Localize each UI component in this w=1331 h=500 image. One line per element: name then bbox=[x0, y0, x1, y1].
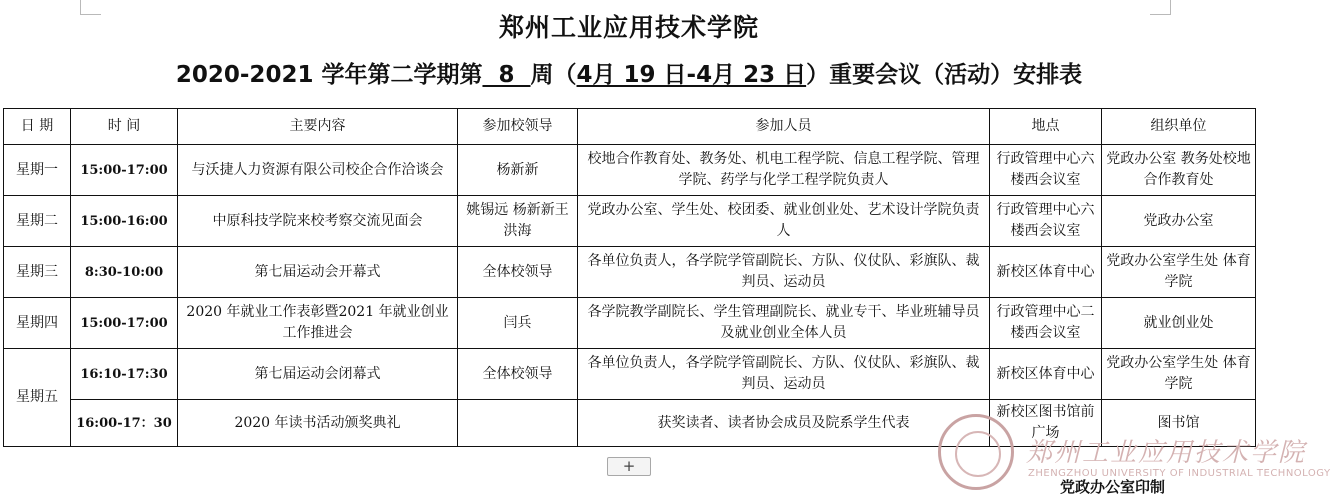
organizer-cell: 图书馆 bbox=[1102, 400, 1256, 447]
table-row bbox=[4, 145, 1256, 196]
day-cell: 星期一 bbox=[4, 145, 71, 196]
document-title: 郑州工业应用技术学院 bbox=[498, 13, 759, 42]
table-row bbox=[4, 247, 1256, 298]
table-row bbox=[4, 349, 1256, 400]
leader-cell: 闫兵 bbox=[458, 298, 578, 349]
location-cell: 新校区体育中心 bbox=[990, 349, 1102, 400]
time-cell: 15:00-17:00 bbox=[71, 298, 178, 349]
watermark-english-name: ZHENGZHOU UNIVERSITY OF INDUSTRIAL TECHNOLOGY bbox=[1028, 468, 1331, 479]
add-row-button[interactable]: + bbox=[607, 457, 651, 476]
table-row bbox=[4, 196, 1256, 247]
location-cell: 行政管理中心二楼西会议室 bbox=[990, 298, 1102, 349]
day-cell: 星期五 bbox=[4, 349, 71, 447]
leader-cell: 全体校领导 bbox=[458, 349, 578, 400]
content-cell: 第七届运动会闭幕式 bbox=[178, 349, 458, 400]
header-location: 地点 bbox=[990, 109, 1102, 145]
content-cell: 与沃捷人力资源有限公司校企合作洽谈会 bbox=[178, 145, 458, 196]
day-cell: 星期二 bbox=[4, 196, 71, 247]
participants-cell: 各学院教学副院长、学生管理副院长、就业专干、毕业班辅导员及就业创业全体人员 bbox=[578, 298, 990, 349]
time-cell: 15:00-17:00 bbox=[71, 145, 178, 196]
participants-cell: 各单位负责人，各学院学管副院长、方队、仪仗队、彩旗队、裁判员、运动员 bbox=[578, 247, 990, 298]
participants-cell: 获奖读者、读者协会成员及院系学生代表 bbox=[578, 400, 990, 447]
printer-footer: 党政办公室印制 bbox=[1060, 478, 1166, 496]
subtitle-week-suffix: 周（ bbox=[530, 62, 577, 88]
location-cell: 新校区图书馆前广场 bbox=[990, 400, 1102, 447]
table-header-row bbox=[4, 109, 1256, 145]
date-range: 4月 19 日-4月 23 日 bbox=[576, 62, 807, 88]
schedule-table bbox=[3, 108, 1256, 447]
header-date: 日 期 bbox=[4, 109, 71, 145]
time-cell: 16:00-17：30 bbox=[71, 400, 178, 447]
leader-cell: 姚锡远 杨新新王洪海 bbox=[458, 196, 578, 247]
location-cell: 新校区体育中心 bbox=[990, 247, 1102, 298]
time-cell: 8:30-10:00 bbox=[71, 247, 178, 298]
location-cell: 行政管理中心六楼西会议室 bbox=[990, 145, 1102, 196]
table-row bbox=[4, 298, 1256, 349]
day-cell: 星期四 bbox=[4, 298, 71, 349]
header-time: 时 间 bbox=[71, 109, 178, 145]
organizer-cell: 党政办公室学生处 体育学院 bbox=[1102, 349, 1256, 400]
header-content: 主要内容 bbox=[178, 109, 458, 145]
subtitle-prefix: 2020-2021 学年第二学期第 bbox=[175, 62, 483, 88]
header-participants: 参加人员 bbox=[578, 109, 990, 145]
leader-cell bbox=[458, 400, 578, 447]
leader-cell: 杨新新 bbox=[458, 145, 578, 196]
header-organizer: 组织单位 bbox=[1102, 109, 1256, 145]
school-seal-logo bbox=[938, 414, 1014, 490]
content-cell: 中原科技学院来校考察交流见面会 bbox=[178, 196, 458, 247]
week-number: 8 bbox=[482, 62, 531, 88]
content-cell: 2020 年就业工作表彰暨2021 年就业创业工作推进会 bbox=[178, 298, 458, 349]
leader-cell: 全体校领导 bbox=[458, 247, 578, 298]
participants-cell: 各单位负责人，各学院学管副院长、方队、仪仗队、彩旗队、裁判员、运动员 bbox=[578, 349, 990, 400]
day-cell: 星期三 bbox=[4, 247, 71, 298]
organizer-cell: 就业创业处 bbox=[1102, 298, 1256, 349]
organizer-cell: 党政办公室学生处 体育学院 bbox=[1102, 247, 1256, 298]
content-cell: 2020 年读书活动颁奖典礼 bbox=[178, 400, 458, 447]
participants-cell: 校地合作教育处、教务处、机电工程学院、信息工程学院、管理学院、药学与化学工程学院负责人 bbox=[578, 145, 990, 196]
document-subtitle bbox=[0, 56, 1258, 89]
participants-cell: 党政办公室、学生处、校团委、就业创业处、艺术设计学院负责人 bbox=[578, 196, 990, 247]
watermark-chinese-name: 郑州工业应用技术学院 bbox=[1026, 438, 1307, 468]
content-cell: 第七届运动会开幕式 bbox=[178, 247, 458, 298]
time-cell: 16:10-17:30 bbox=[71, 349, 178, 400]
organizer-cell: 党政办公室 教务处校地合作教育处 bbox=[1102, 145, 1256, 196]
time-cell: 15:00-16:00 bbox=[71, 196, 178, 247]
organizer-cell: 党政办公室 bbox=[1102, 196, 1256, 247]
location-cell: 行政管理中心六楼西会议室 bbox=[990, 196, 1102, 247]
header-leader: 参加校领导 bbox=[458, 109, 578, 145]
subtitle-suffix: ）重要会议（活动）安排表 bbox=[806, 62, 1083, 88]
